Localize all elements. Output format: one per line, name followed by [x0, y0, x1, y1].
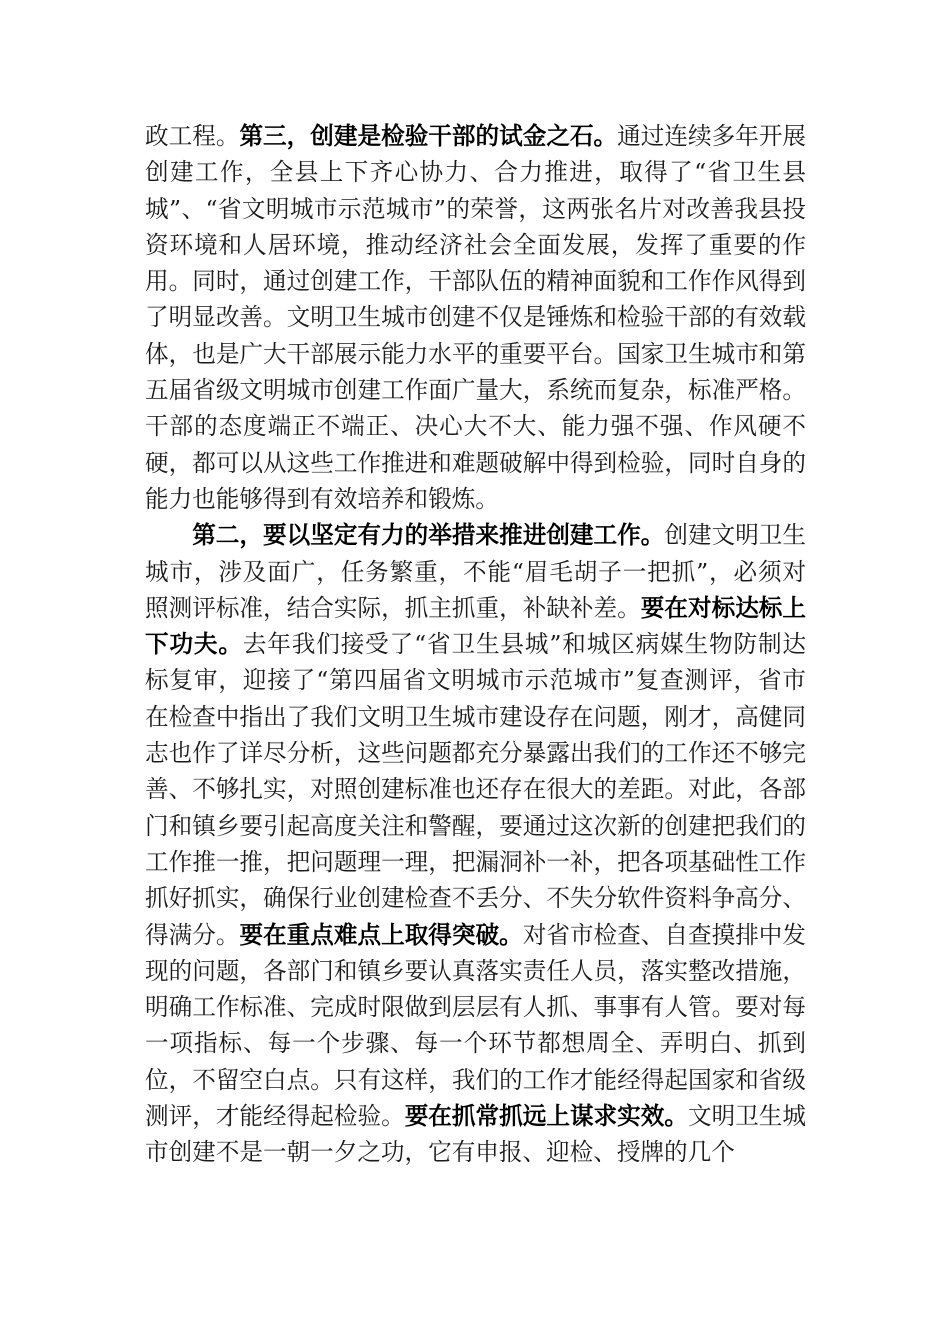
paragraph-2-run-2: 创建文明卫生城市，涉及面广，任务繁重，不能“眉毛胡子一把抓”，必须对照测评标准，结合实际，抓主抓重，补缺补差。 — [145, 521, 807, 622]
paragraph-2-run-4: 去年我们接受了“省卫生县城”和城区病媒生物防制达标复审，迎接了“第四届省文明城市示范城市”复查测评，省市在检查中指出了我们文明卫生城市建设存在问题，刚才，高健同志也作了详尽分析，这些问题都充分暴露出我们的工作还不够完善、不够扎实，对照创建标准也还存在很大的差距。对此，各部门和镇乡要引起高度关注和警醒，要通过这次新的创建把我们的工作推一推，把问题理一理，把漏洞补一补，把各项基础性工作抓好抓实，确保行业创建检查不丢分、不失分软件资料争高分、得满分。 — [145, 630, 807, 949]
heading-benchmark: 要在对标达标上下功夫。 — [145, 593, 807, 659]
heading-second-measures: 第二，要以坚定有力的举措来推进创建工作。 — [192, 521, 665, 550]
heading-breakthrough: 要在重点难点上取得突破。 — [239, 920, 523, 949]
document-body — [145, 118, 806, 1171]
paragraph-1-run-1: 政工程。 — [145, 122, 240, 150]
heading-third-point: 第三，创建是检验干部的试金之石。 — [239, 122, 618, 150]
paragraph-1 — [145, 118, 806, 517]
paragraph-2-run-6: 对省市检查、自查摸排中发现的问题，各部门和镇乡要认真落实责任人员，落实整改措施，明确工作标准、完成时限做到层层有人抓、事事有人管。要对每一项指标、每一个步骤、每一个环节都想周全、弄明白、抓到位，不留空白点。只有这样，我们的工作才能经得起国家和省级测评，才能经得起检验。 — [145, 920, 807, 1131]
paragraph-2-run-8: 文明卫生城市创建不是一朝一夕之功，它有申报、迎检、授牌的几个 — [145, 1102, 807, 1167]
heading-long-term: 要在抓常抓远上谋求实效。 — [404, 1102, 688, 1131]
paragraph-1-run-3: 通过连续多年开展创建工作，全县上下齐心协力、合力推进，取得了“省卫生县城”、“省文明城市示范城市”的荣誉，这两张名片对改善我县投资环境和人居环境，推动经济社会全面发展，发挥了重要的作用。同时，通过创建工作，干部队伍的精神面貌和工作作风得到了明显改善。文明卫生城市创建不仅是锤炼和检验干部的有效载体，也是广大干部展示能力水平的重要平台。国家卫生城市和第五届省级文明城市创建工作面广量大，系统而复杂，标准严格。干部的态度端正不端正、决心大不大、能力强不强、作风硬不硬，都可以从这些工作推进和难题破解中得到检验，同时自身的能力也能够得到有效培养和锻炼。 — [145, 122, 807, 513]
paragraph-2 — [145, 517, 806, 1170]
